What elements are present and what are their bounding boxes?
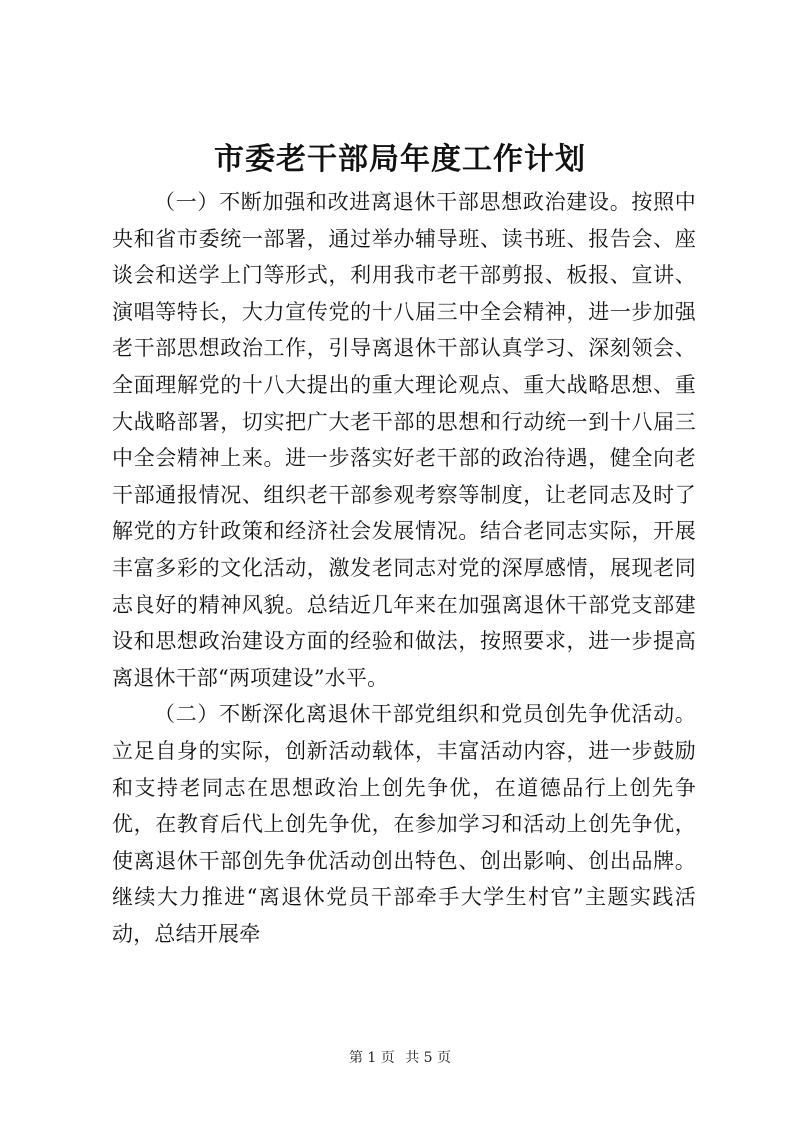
document-body — [112, 184, 696, 952]
page-footer — [0, 1048, 800, 1068]
document-title: 市委老干部局年度工作计划 — [214, 142, 586, 177]
paragraph-2: （二）不断深化离退休干部党组织和党员创先争优活动。立足自身的实际，创新活动载体，丰富活动内容，进一步鼓励和支持老同志在思想政治上创先争优，在道德品行上创先争优，在教育后代上创先争优，在参加学习和活动上创先争优，使离退休干部创先争优活动创出特色、创出影响、创出品牌。继续大力推进“离退休党员干部牵手大学生村官”主题实践活动，总结开展牵 — [112, 702, 696, 946]
page-total: 共 5 页 — [405, 1050, 452, 1066]
page-number: 第 1 页 — [348, 1050, 395, 1066]
paragraph-1: （一）不断加强和改进离退休干部思想政治建设。按照中央和省市委统一部署，通过举办辅导班、读书班、报告会、座谈会和送学上门等形式，利用我市老干部剪报、板报、宣讲、演唱等特长，大力宣传党的十八届三中全会精神，进一步加强老干部思想政治工作，引导离退休干部认真学习、深刻领会、全面理解党的十八大提出的重大理论观点、重大战略思想、重大战略部署，切实把广大老干部的思想和行动统一到十八届三中全会精神上来。进一步落实好老干部的政治待遇，健全向老干部通报情况、组织老干部参观考察等制度，让老同志及时了解党的方针政策和经济社会发展情况。结合老同志实际，开展丰富多彩的文化活动，激发老同志对党的深厚感情，展现老同志良好的精神风貌。总结近几年来在加强离退休干部党支部建设和思想政治建设方面的经验和做法，按照要求，进一步提高离退休干部“两项建设”水平。 — [112, 190, 696, 690]
